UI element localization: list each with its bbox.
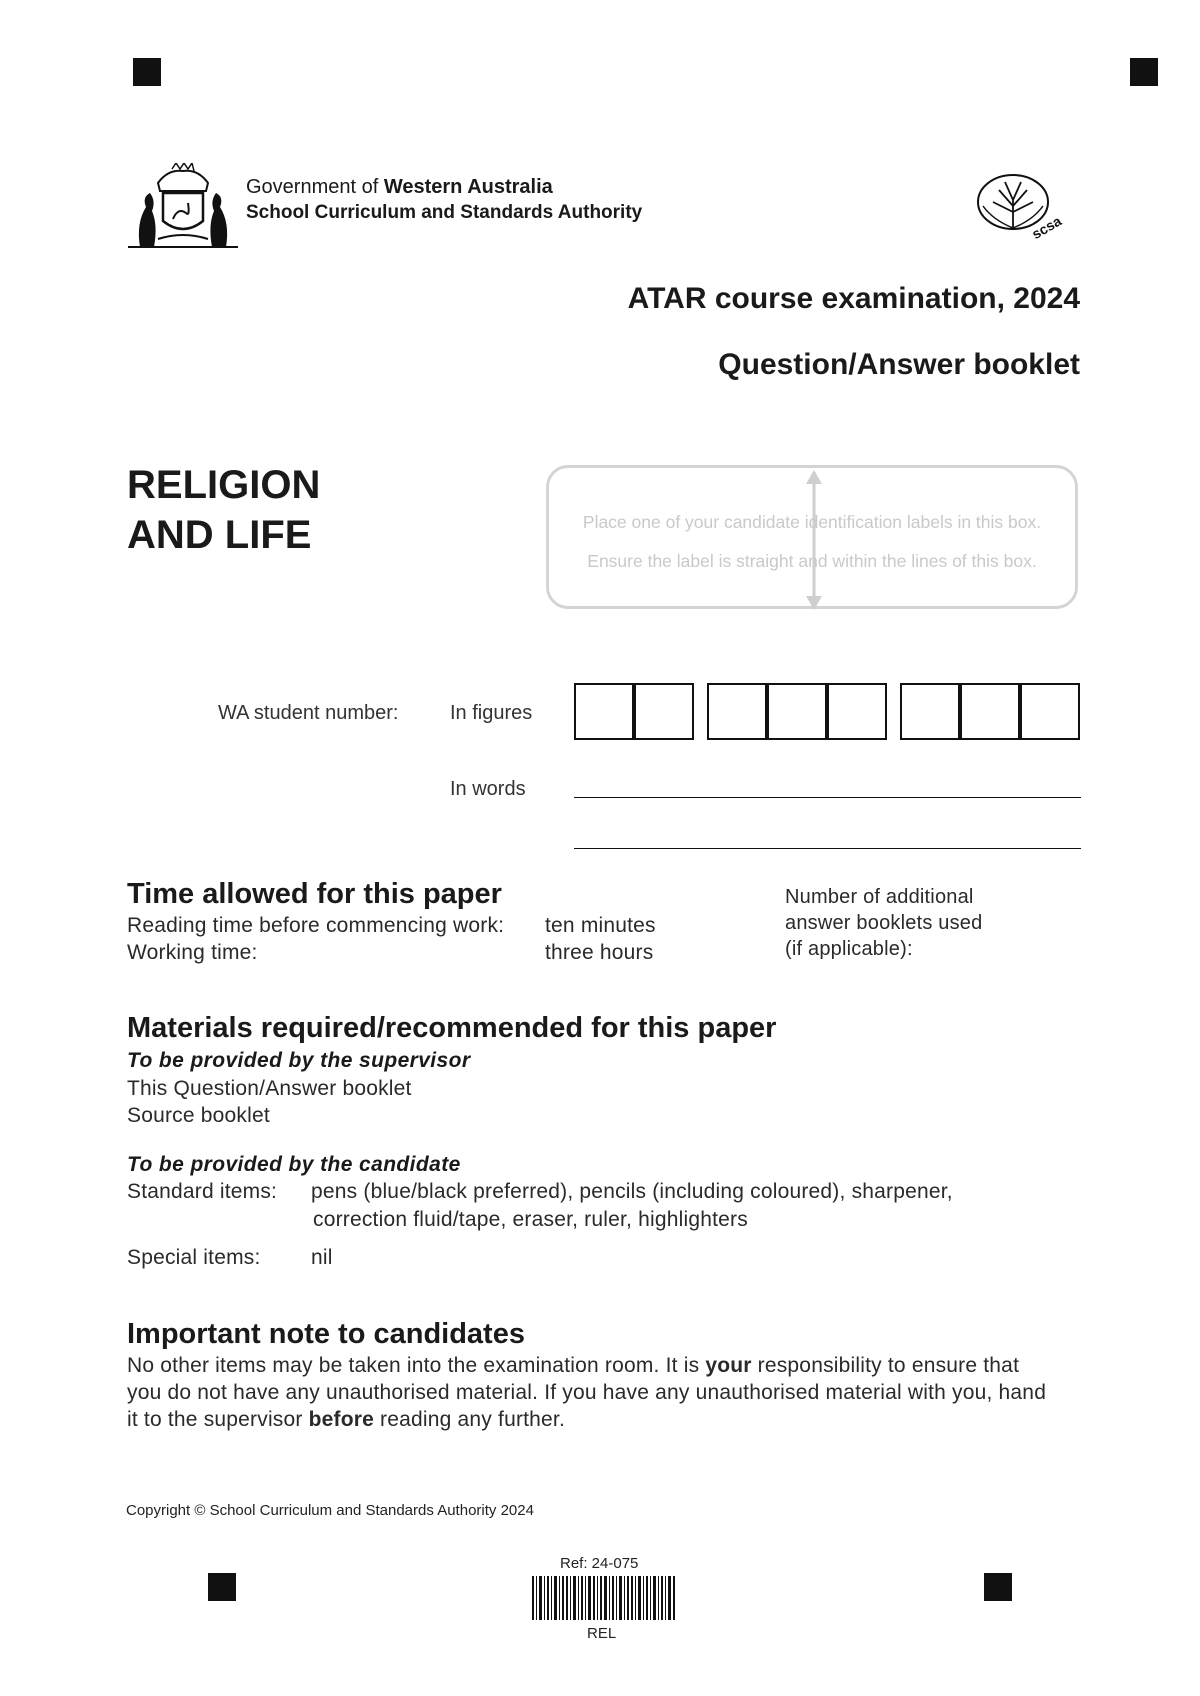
registration-mark-top-left [133, 58, 161, 86]
working-time-label: Working time: [127, 941, 258, 964]
standard-items-line-1: pens (blue/black preferred), pencils (including coloured), sharpener, [311, 1180, 953, 1203]
scsa-logo-text: scsa [1029, 212, 1065, 243]
student-number-digit-box[interactable] [574, 683, 634, 740]
candidate-label-box[interactable] [546, 465, 1078, 609]
additional-booklets-line-3: (if applicable): [785, 938, 913, 960]
student-number-digit-box[interactable] [767, 683, 827, 740]
subject-title [127, 460, 320, 560]
student-number-digit-box[interactable] [827, 683, 887, 740]
supervisor-item: Source booklet [127, 1104, 270, 1127]
booklet-title: Question/Answer booklet [718, 348, 1080, 381]
supervisor-heading: To be provided by the supervisor [127, 1049, 471, 1072]
note-line-2: you do not have any unauthorised material. If you have any unauthorised material with you, hand [127, 1381, 1047, 1404]
label-height-arrow-icon [812, 468, 816, 612]
time-allowed-heading: Time allowed for this paper [127, 878, 502, 910]
materials-heading: Materials required/recommended for this paper [127, 1012, 777, 1044]
barcode-icon [530, 1576, 678, 1620]
special-items-label: Special items: [127, 1246, 261, 1269]
working-time-value: three hours [545, 941, 654, 964]
reading-time-label: Reading time before commencing work: [127, 914, 505, 937]
standard-items-line-2: correction fluid/tape, eraser, ruler, highlighters [313, 1208, 748, 1231]
student-number-digit-box[interactable] [634, 683, 694, 740]
additional-booklets-line-2: answer booklets used [785, 912, 983, 934]
government-name: Government of Western Australia [246, 176, 553, 198]
subject-line-2: AND LIFE [127, 513, 312, 557]
label-instruction-1: Place one of your candidate identification labels in this box. [582, 512, 1042, 532]
student-number-digit-box[interactable] [960, 683, 1020, 740]
wa-government-crest-icon [128, 163, 238, 249]
supervisor-item: This Question/Answer booklet [127, 1077, 412, 1100]
exam-title: ATAR course examination, 2024 [627, 282, 1080, 315]
student-number-words-line[interactable] [574, 848, 1081, 849]
note-line-3: it to the supervisor before reading any further. [127, 1408, 566, 1431]
student-number-words-line[interactable] [574, 797, 1081, 798]
label-instruction-2: Ensure the label is straight and within the lines of this box. [587, 551, 1037, 571]
special-items-value: nil [311, 1246, 333, 1269]
student-number-digit-box[interactable] [1020, 683, 1080, 740]
subject-code: REL [587, 1625, 617, 1642]
scsa-logo-icon [975, 172, 1065, 246]
registration-mark-bottom-left [208, 1573, 236, 1601]
registration-mark-bottom-right [984, 1573, 1012, 1601]
student-number-label: WA student number: [218, 702, 399, 724]
reference-number: Ref: 24-075 [560, 1555, 639, 1572]
candidate-heading: To be provided by the candidate [127, 1153, 461, 1176]
student-number-digit-box[interactable] [707, 683, 767, 740]
registration-mark-top-right [1130, 58, 1158, 86]
note-line-1: No other items may be taken into the examination room. It is your responsibility to ensure that [127, 1354, 1020, 1377]
important-note-heading: Important note to candidates [127, 1318, 525, 1350]
in-words-label: In words [450, 778, 526, 800]
reading-time-value: ten minutes [545, 914, 656, 937]
authority-name: School Curriculum and Standards Authority [246, 202, 643, 223]
copyright-notice: Copyright © School Curriculum and Standards Authority 2024 [126, 1502, 534, 1519]
additional-booklets-line-1: Number of additional [785, 886, 974, 908]
standard-items-label: Standard items: [127, 1180, 278, 1203]
subject-line-1: RELIGION [127, 463, 321, 507]
in-figures-label: In figures [450, 702, 533, 724]
student-number-digit-box[interactable] [900, 683, 960, 740]
